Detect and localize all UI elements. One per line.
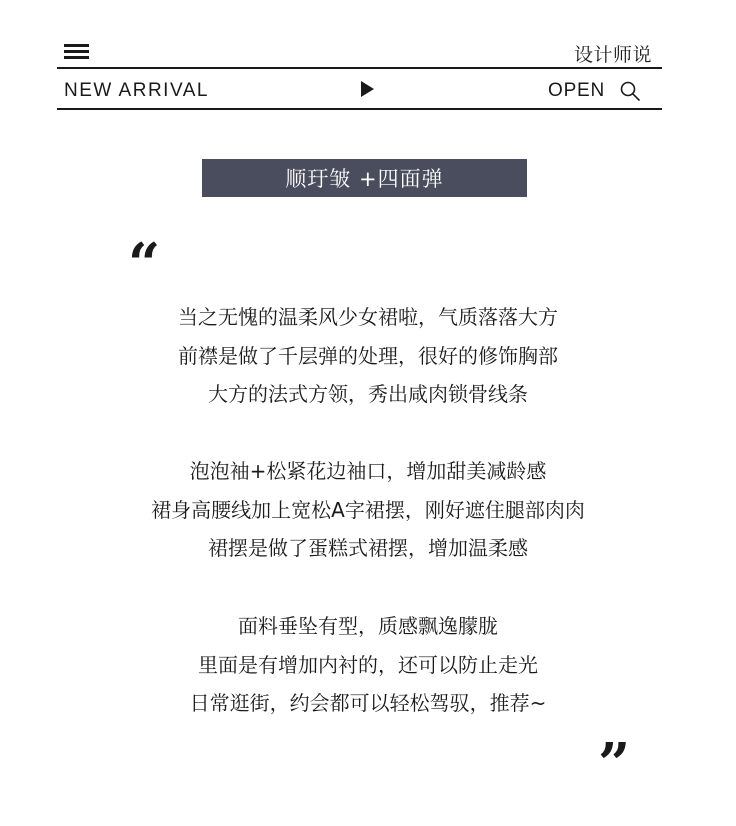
description-line: 泡泡袖+松紧花边袖口，增加甜美减龄感 (189, 459, 547, 483)
description-line: 前襟是做了千层弹的处理，很好的修饰胸部 (178, 343, 558, 368)
section-title-banner: 顺玗皱 +四面弹 (202, 159, 527, 197)
menu-bar (64, 56, 89, 59)
description-line: 日常逛街，约会都可以轻松驾驭，推荐~ (189, 691, 547, 715)
menu-bar (64, 50, 89, 53)
description-line: 当之无愧的温柔风少女裙啦，气质落落大方 (178, 305, 558, 329)
play-icon[interactable] (361, 81, 374, 97)
description-line: 裙摆是做了蛋糕式裙摆，增加温柔感 (208, 536, 528, 560)
search-icon[interactable] (619, 80, 641, 102)
description-line: 里面是有增加内衬的，还可以防止走光 (198, 652, 538, 677)
hamburger-menu-icon[interactable] (64, 44, 89, 59)
description-line: 裙身高腰线加上宽松A字裙摆，刚好遮住腿部肉肉 (151, 497, 585, 522)
open-quote-mark: “ (128, 231, 161, 297)
divider-bottom (57, 108, 662, 110)
description-paragraph (0, 452, 736, 568)
description-line: 面料垂坠有型，质感飘逸朦胧 (238, 614, 498, 638)
close-quote-mark: ” (598, 731, 631, 797)
description-line: 大方的法式方领，秀出咸肉锁骨线条 (208, 382, 528, 406)
description-paragraph (0, 298, 736, 414)
new-arrival-link[interactable]: NEW ARRIVAL (64, 80, 209, 101)
menu-bar (64, 44, 89, 47)
page-title: 设计师说 (573, 44, 652, 66)
open-button[interactable]: OPEN (548, 80, 606, 101)
description-paragraph (0, 607, 736, 723)
nav-bar (57, 69, 662, 108)
